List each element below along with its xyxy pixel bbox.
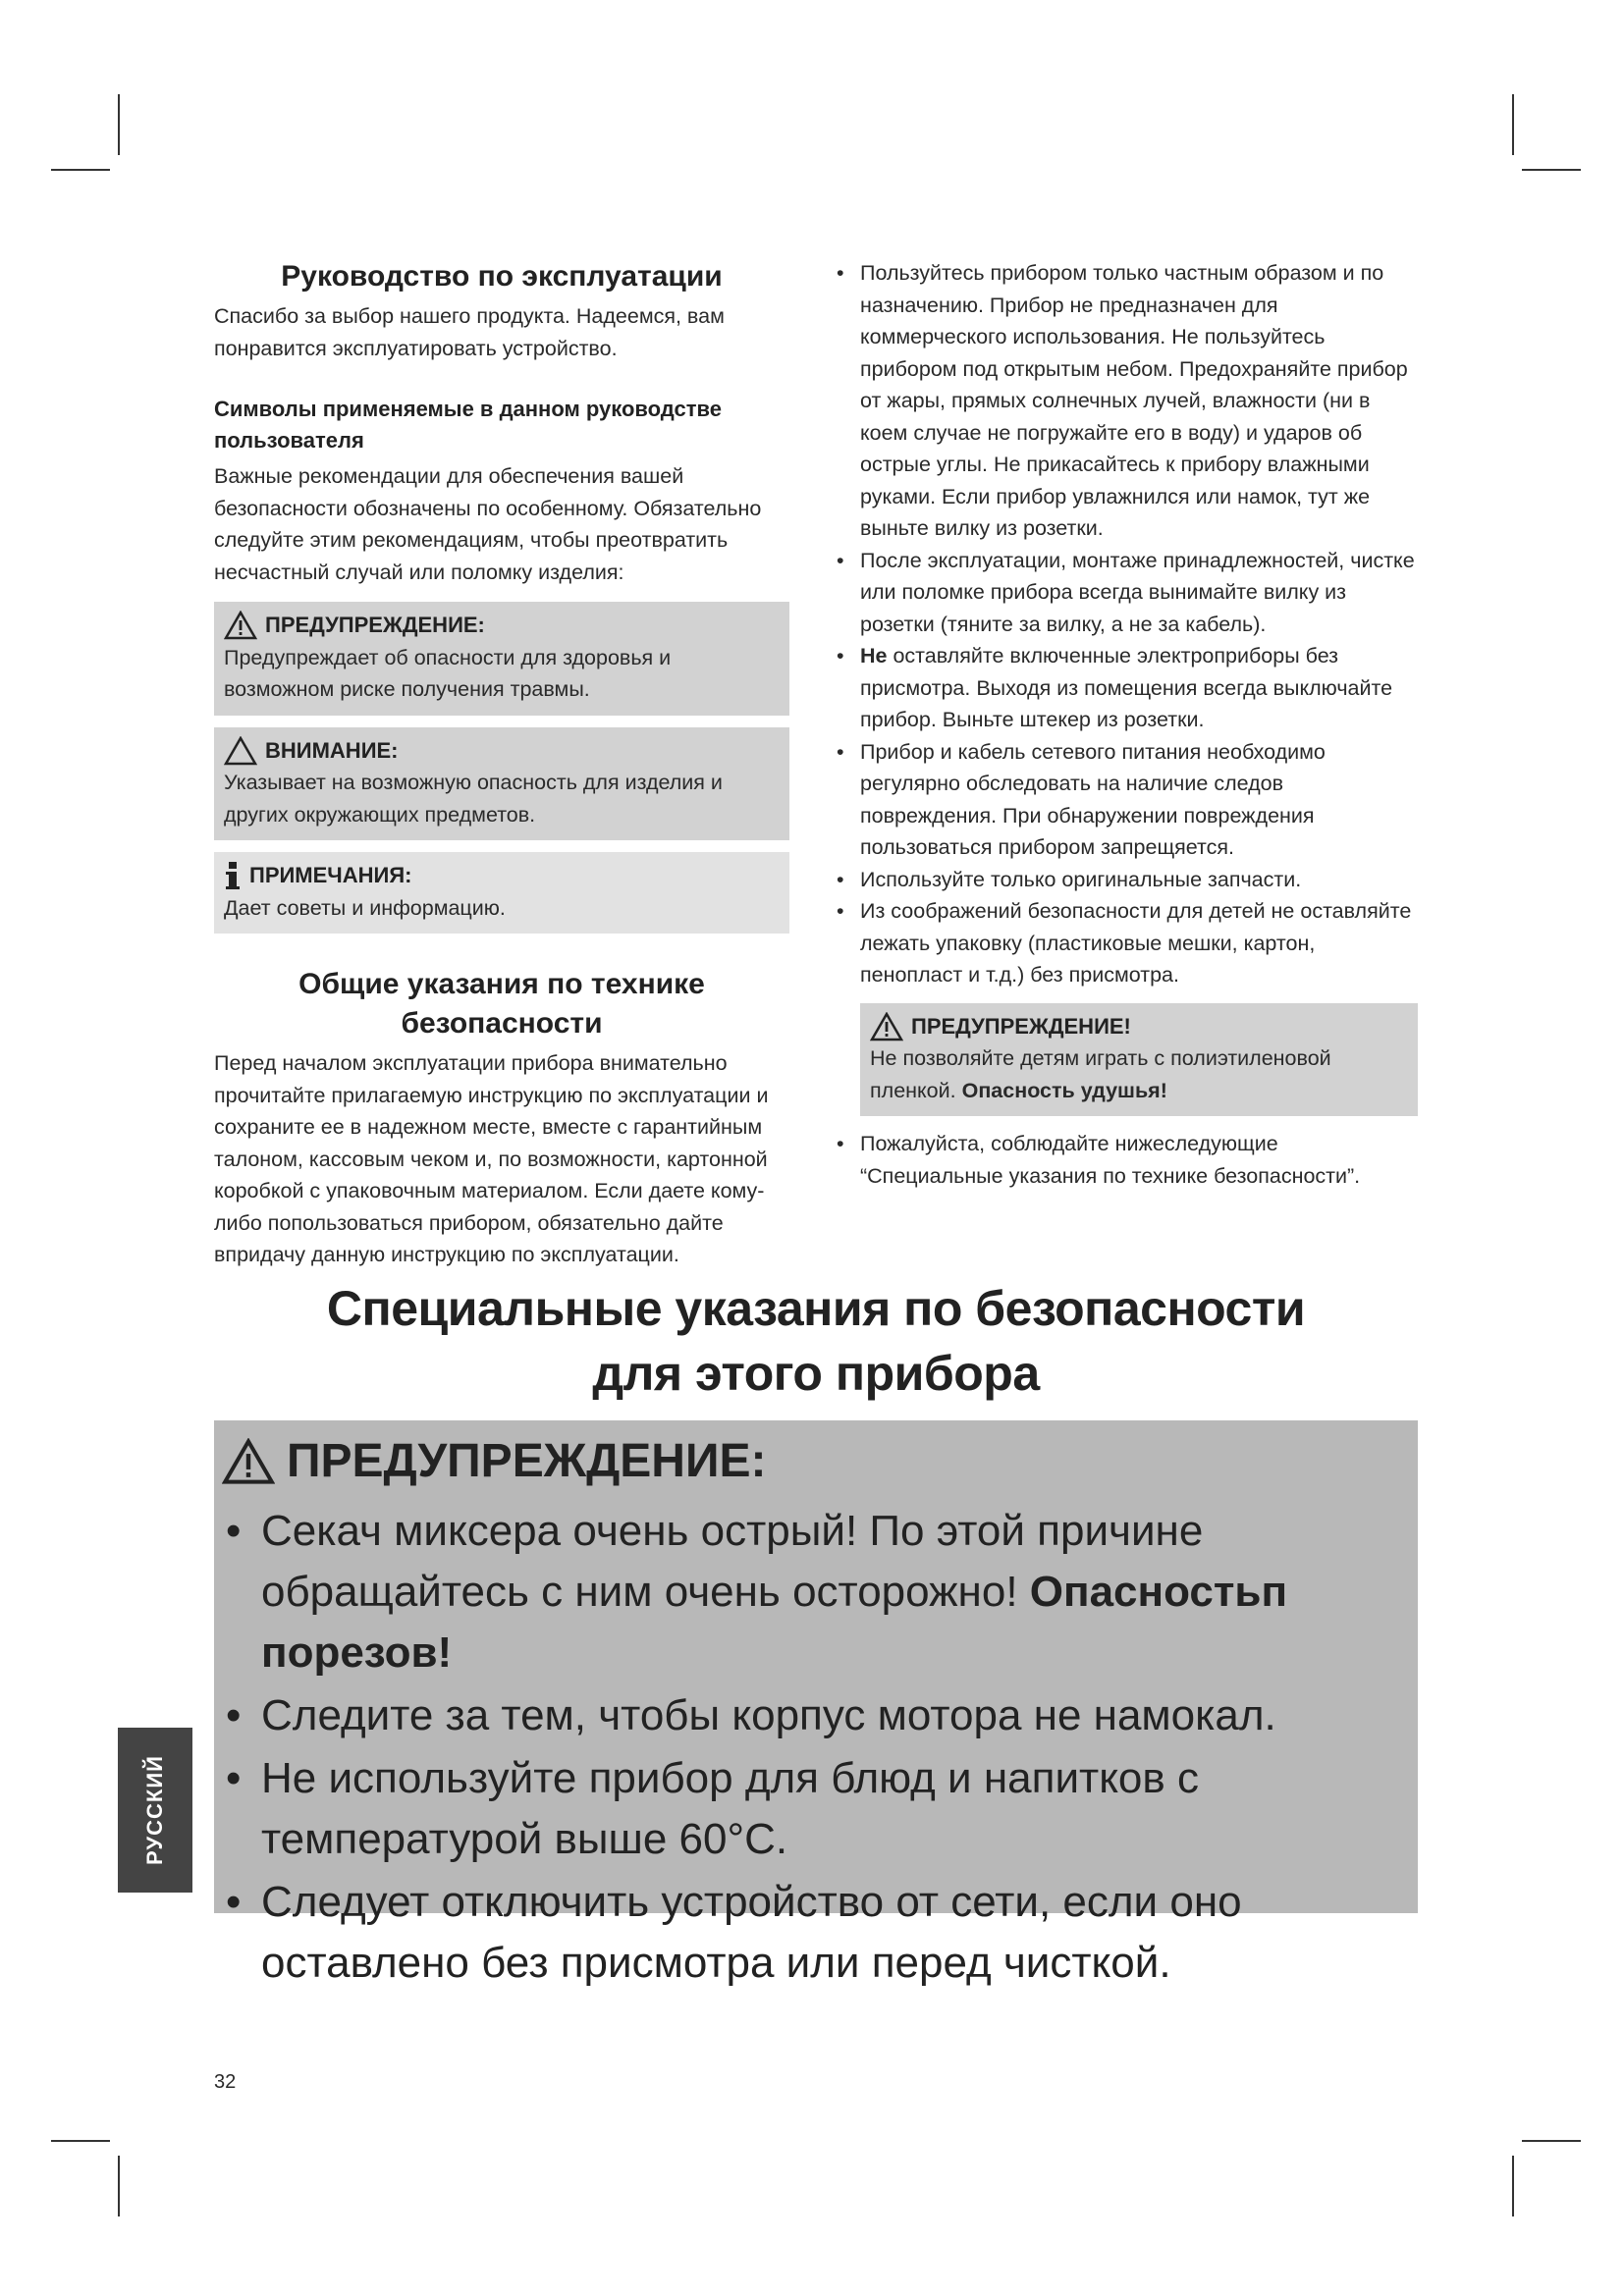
general-text: Перед началом эксплуатации прибора внимательно прочитайте прилагаемую инструкцию по эксплуатации и сохраните ее в надежном месте, вместе с гарантийным талоном, кассовым чеком и, по возможности, картонной коробкой с упаковочным материалом. Если даете кому-либо попользоваться прибором, обязательно дайте впридачу данную инструкцию по эксплуатации. [214,1051,769,1266]
crop-mark [51,169,110,171]
list-item: • Пользуйтесь прибором только частным образом и по назначению. Прибор не предназначен для коммерческого использования. Не пользуйтесь прибором под открытым небом. Предохраняйте прибор от жары, прямых солнечных лучей, влажности (ни в коем случае не погружайте его в воду) и ударов об острые углы. Не прикасайтесь к прибору влажными руками. Если прибор увлажнился или намок, тут же выньте вилку из розетки. [837,261,1408,540]
list-item: • Секач миксера очень острый! По этой причине обращайтесь с ним очень осторожно! Опасностьп порезов! [226,1507,1288,1677]
warning-text: Предупреждает об опасности для здоровья и возможном риске получения травмы. [224,645,672,701]
manual-title: Руководство по эксплуатации [281,260,723,293]
list-item: • Следует отключить устройство от сети, если оно оставлено без присмотра или перед чисткой. [226,1878,1242,1987]
caution-text: Указывает на возможную опасность для изделия и других окружающих предметов. [224,771,723,827]
note-box [214,852,789,934]
page-number: 32 [214,2071,237,2093]
warning-triangle-icon [224,736,257,766]
language-tab [118,1728,192,1893]
warning-label: ПРЕДУПРЕЖДЕНИЕ: [265,613,485,637]
list-item: • После эксплуатации, монтаже принадлежностей, чистке или поломке прибора всегда вынимайте вилку из розетки (тяните за вилку, а не за кабель). [837,548,1415,636]
children-warning-header [870,1011,1406,1043]
special-title-line2: для этого прибора [592,1346,1040,1401]
list-item: • Прибор и кабель сетевого питания необходимо регулярно обследовать на наличие следов повреждения. При обнаружении повреждения пользоваться прибором запрещяется. [837,739,1326,859]
left-column [214,257,789,1271]
symbols-heading: Символы применяемые в данном руководстве пользователя [214,397,722,453]
intro-text: Спасибо за выбор нашего продукта. Надеемся, вам понравится эксплуатировать устройство. [214,304,725,360]
general-heading: Общие указания по технике безопасности [298,968,705,1040]
warning-header [224,610,778,642]
children-warning-label: ПРЕДУПРЕЖДЕНИЕ! [911,1013,1131,1039]
crop-mark [51,2140,110,2142]
list-item: • Следите за тем, чтобы корпус мотора не намокал. [226,1691,1276,1739]
crop-mark [118,2156,120,2216]
right-column [837,257,1418,1192]
list-item: • Используйте только оригинальные запчасти. [837,867,1302,891]
caution-label: ВНИМАНИЕ: [265,737,399,763]
caution-header [224,735,778,768]
list-item: • Не используйте прибор для блюд и напитков с температурой выше 60°C. [226,1754,1200,1863]
info-icon [224,860,242,891]
safety-list [837,257,1418,991]
symbols-text: Важные рекомендации для обеспечения вашей безопасности обозначены по особенному. Обязательно следуйте этим рекомендациям, чтобы преотвратить несчастный случай или поломку изделия: [214,464,762,584]
special-warning-box [214,1420,1418,1987]
warning-box [214,602,789,716]
special-title [214,1276,1418,1406]
warning-triangle-icon [224,611,257,640]
special-list [214,1501,1398,1994]
list-item: • Из соображений безопасности для детей не оставляйте лежать упаковку (пластиковые мешки, картон, пенопласт и т.д.) без присмотра. [837,899,1412,987]
warning-triangle-icon [870,1012,903,1041]
special-warning-label: ПРЕДУПРЕЖДЕНИЕ: [287,1435,767,1487]
list-item: • Пожалуйста, соблюдайте нижеследующие “Специальные указания по технике безопасности”. [837,1132,1361,1188]
children-warning-box [860,1003,1418,1117]
special-warning-header [214,1432,1398,1491]
crop-mark [1512,2156,1514,2216]
crop-mark [1522,169,1581,171]
crop-mark [1522,2140,1581,2142]
note-header [224,860,778,892]
warning-triangle-icon [222,1438,275,1485]
list-item: • Не оставляйте включенные электроприборы без присмотра. Выходя из помещения всегда выключайте прибор. Выньте штекер из розетки. [837,644,1393,731]
safety-list-end [837,1128,1418,1192]
note-text: Дает советы и информацию. [224,895,506,920]
special-title-line1: Специальные указания по безопасности [326,1281,1306,1336]
caution-box [214,727,789,841]
language-tab-label: РУССКИЙ [142,1755,167,1865]
children-warning-text: Не позволяйте детям играть с полиэтиленовой пленкой. Опасность удушья! [870,1046,1331,1102]
crop-mark [1512,94,1514,155]
note-label: ПРИМЕЧАНИЯ: [249,863,412,887]
crop-mark [118,94,120,155]
